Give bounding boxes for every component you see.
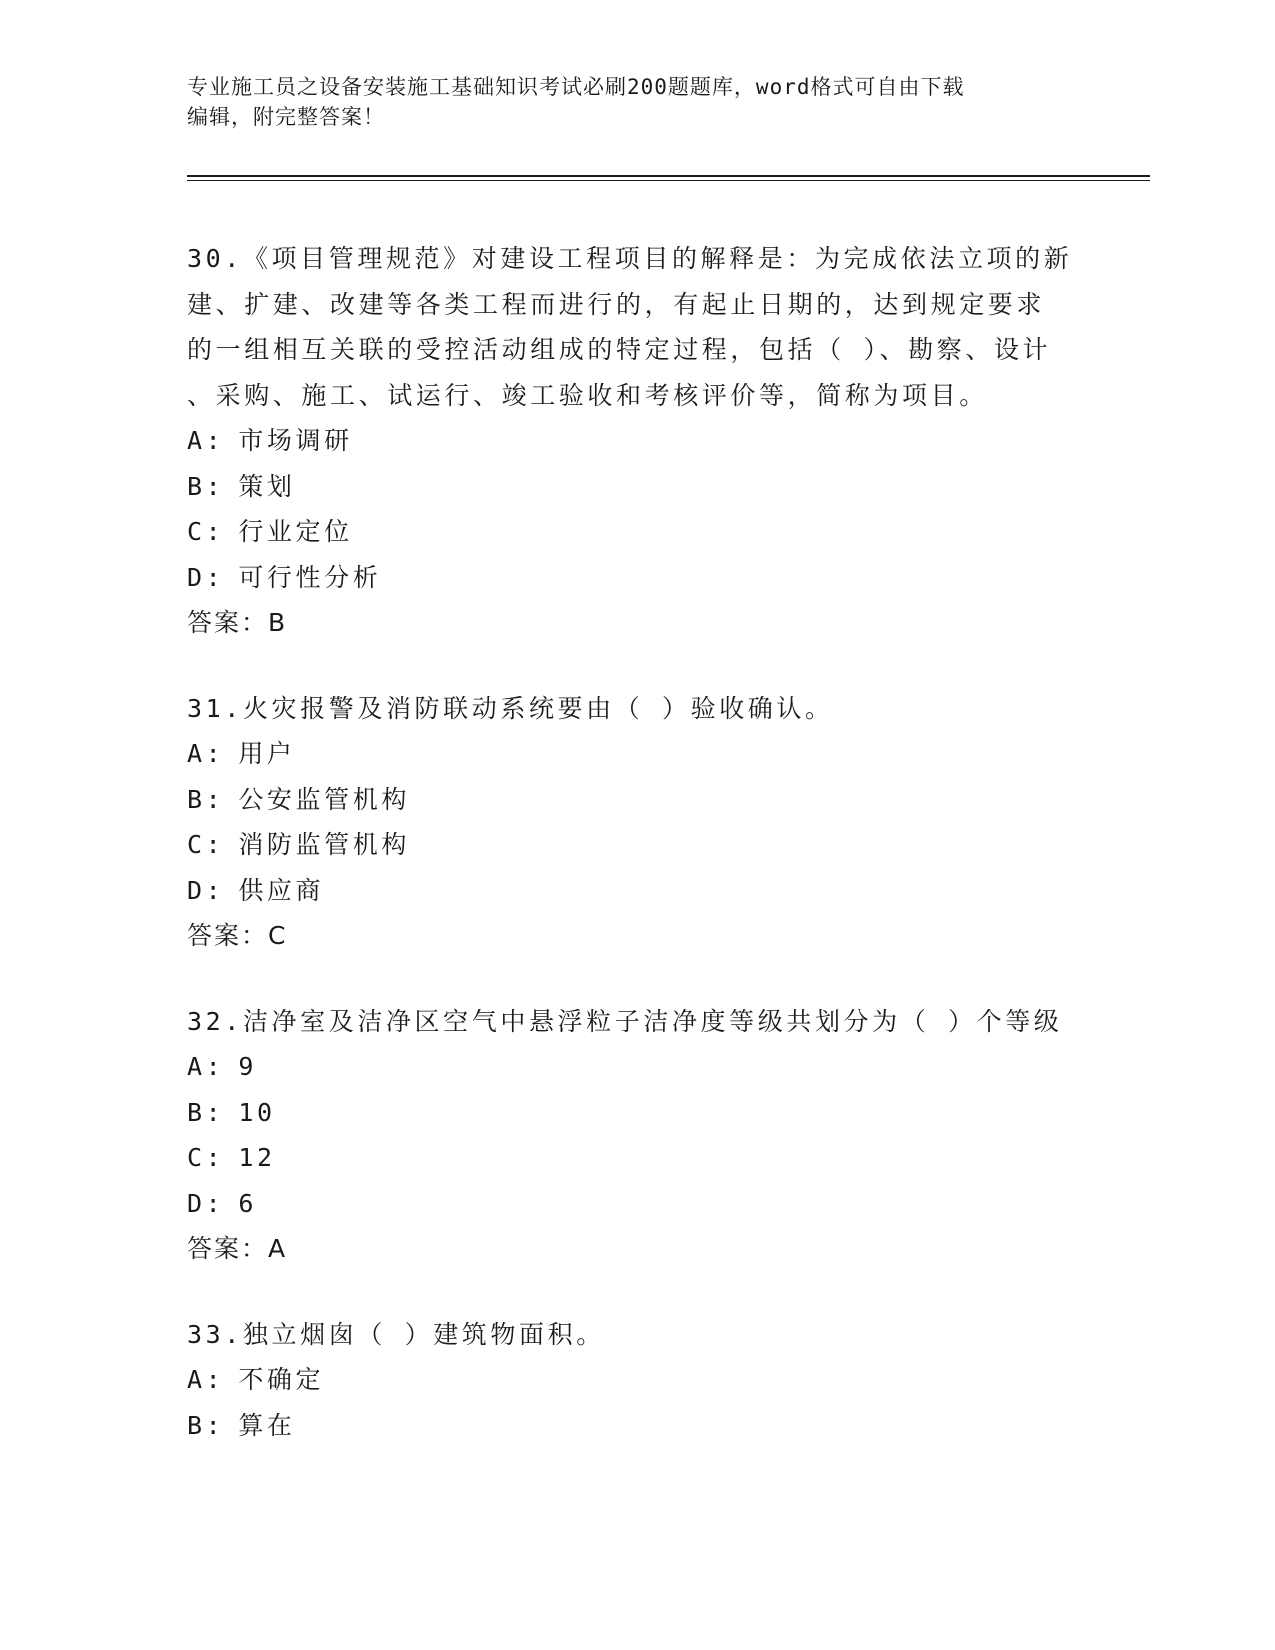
- option-a: [187, 1357, 1077, 1403]
- question-text: [187, 1312, 1077, 1358]
- option-b: [187, 464, 1077, 510]
- option-text: 供应商: [238, 875, 325, 905]
- option-letter: D:: [187, 875, 225, 905]
- option-text: 市场调研: [238, 426, 353, 455]
- option-letter: B:: [187, 784, 225, 814]
- option-c: [187, 822, 1077, 868]
- answer-label: 答案：C: [187, 921, 288, 950]
- option-text: 算在: [238, 1410, 296, 1440]
- option-a: [187, 1044, 1077, 1090]
- option-b: [187, 1090, 1077, 1136]
- option-text: 10: [238, 1097, 276, 1127]
- option-letter: B:: [187, 1097, 225, 1127]
- option-letter: C:: [187, 517, 225, 546]
- question-31: [187, 686, 1077, 959]
- option-letter: A:: [187, 426, 225, 455]
- question-text-line: 33.独立烟囱（ ）建筑物面积。: [187, 1319, 605, 1349]
- option-d: [187, 868, 1077, 914]
- option-letter: C:: [187, 1143, 225, 1172]
- question-text: [187, 236, 1077, 418]
- option-text: 12: [238, 1143, 276, 1172]
- answer-label: 答案：B: [187, 608, 288, 637]
- question-text-line: 31.火灾报警及消防联动系统要由（ ）验收确认。: [187, 693, 834, 723]
- option-letter: B:: [187, 471, 225, 501]
- question-text-line: 建、扩建、改建等各类工程而进行的，有起止日期的，达到规定要求: [187, 289, 1046, 319]
- option-letter: A:: [187, 1365, 225, 1394]
- header-line-1: 专业施工员之设备安装施工基础知识考试必刷200题题库，word格式可自由下载: [187, 75, 965, 99]
- question-text-line: 32.洁净室及洁净区空气中悬浮粒子洁净度等级共划分为（ ）个等级: [187, 1006, 1063, 1036]
- option-text: 9: [238, 1052, 257, 1081]
- option-letter: A:: [187, 1052, 225, 1081]
- option-c: [187, 1135, 1077, 1181]
- header-divider-thin: [187, 180, 1150, 181]
- option-text: 6: [238, 1188, 257, 1218]
- option-text: 行业定位: [238, 517, 353, 546]
- header-line-2: 编辑，附完整答案！: [187, 105, 385, 129]
- option-text: 可行性分析: [238, 562, 382, 592]
- question-30: [187, 236, 1077, 646]
- question-text-line: 30.《项目管理规范》对建设工程项目的解释是：为完成依法立项的新: [187, 244, 1073, 273]
- answer-label: 答案：A: [187, 1234, 288, 1263]
- option-b: [187, 777, 1077, 823]
- option-a: [187, 418, 1077, 464]
- option-text: 不确定: [238, 1365, 325, 1394]
- question-text-line: 、采购、施工、试运行、竣工验收和考核评价等，简称为项目。: [187, 380, 988, 410]
- question-text: [187, 686, 1077, 732]
- question-list: [187, 236, 1077, 1488]
- option-c: [187, 509, 1077, 555]
- option-text: 策划: [238, 471, 296, 501]
- document-header: [187, 72, 1067, 132]
- option-letter: D:: [187, 1188, 225, 1218]
- option-text: 用户: [238, 739, 296, 768]
- option-letter: D:: [187, 562, 225, 592]
- option-text: 公安监管机构: [238, 784, 410, 814]
- header-divider-thick: [187, 175, 1150, 177]
- option-letter: A:: [187, 739, 225, 768]
- question-text-line: 的一组相互关联的受控活动组成的特定过程，包括（ ）、勘察、设计: [187, 335, 1052, 364]
- option-letter: B:: [187, 1410, 225, 1440]
- option-a: [187, 731, 1077, 777]
- option-text: 消防监管机构: [238, 830, 410, 859]
- question-text: [187, 999, 1077, 1045]
- option-d: [187, 555, 1077, 601]
- question-32: [187, 999, 1077, 1272]
- option-b: [187, 1403, 1077, 1449]
- option-letter: C:: [187, 830, 225, 859]
- question-33: [187, 1312, 1077, 1449]
- option-d: [187, 1181, 1077, 1227]
